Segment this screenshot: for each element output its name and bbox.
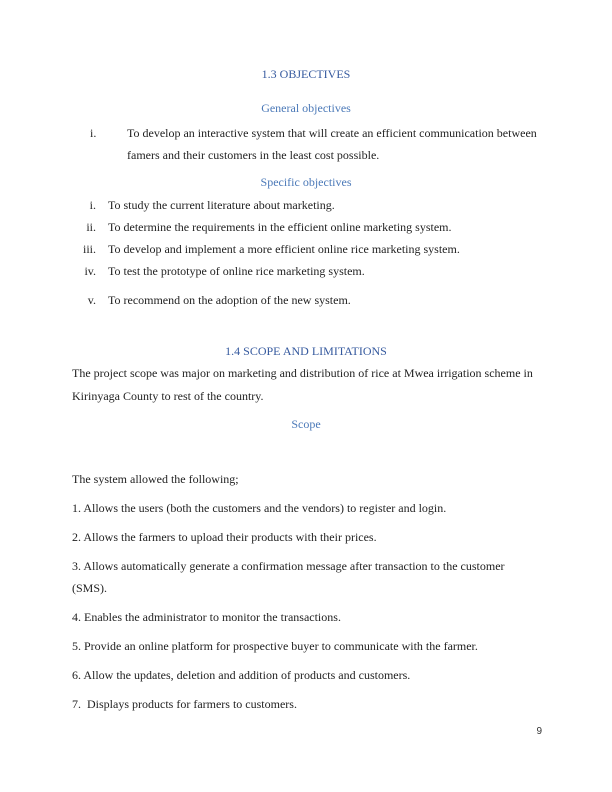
list-marker: ii. [86,220,96,234]
specific-objectives-list [72,194,540,311]
list-marker: i. [90,126,97,140]
heading-scope: Scope [291,417,321,431]
page-number: 9 [536,726,542,737]
list-marker: i. [89,198,96,212]
scope-feature-item: 5. Provide an online platform for prospective buyer to communicate with the farmer. [72,639,478,653]
heading-specific-objectives: Specific objectives [260,175,352,189]
list-item-text: To study the current literature about marketing. [108,198,335,212]
list-marker: v. [87,293,96,307]
specific-objective-item [72,238,540,260]
list-item-text: To develop and implement a more efficient online rice marketing system. [108,242,460,256]
list-item-text: To determine the requirements in the efficient online marketing system. [108,220,452,234]
heading-objectives: 1.3 OBJECTIVES [261,67,351,81]
list-marker: iv. [84,264,96,278]
heading-scope-and-limitations: 1.4 SCOPE AND LIMITATIONS [225,344,387,358]
scope-feature-item: 6. Allow the updates, deletion and addition of products and customers. [72,668,411,682]
general-objective-item [72,122,540,166]
list-item-text: To develop an interactive system that will create an efficient communication between famers and their customers in the least cost possible. [127,126,537,162]
specific-objective-item [72,289,540,311]
scope-lead-sentence: The system allowed the following; [72,472,239,486]
specific-objective-item [72,194,540,216]
list-item-text: To test the prototype of online rice marketing system. [108,264,365,278]
scope-feature-item: 3. Allows automatically generate a confirmation message after transaction to the customer (SMS). [72,559,508,595]
scope-feature-item: 1. Allows the users (both the customers and the vendors) to register and login. [72,501,447,515]
specific-objective-item [72,216,540,238]
list-item-text: To recommend on the adoption of the new system. [108,293,351,307]
scope-intro-paragraph: The project scope was major on marketing and distribution of rice at Mwea irrigation scheme in Kirinyaga County to rest of the country. [72,366,533,403]
scope-feature-item: 7. Displays products for farmers to customers. [72,697,297,711]
scope-feature-item: 4. Enables the administrator to monitor the transactions. [72,610,341,624]
list-marker: iii. [82,242,96,256]
specific-objective-item [72,260,540,282]
scope-feature-item: 2. Allows the farmers to upload their products with their prices. [72,530,377,544]
heading-general-objectives: General objectives [261,101,351,115]
